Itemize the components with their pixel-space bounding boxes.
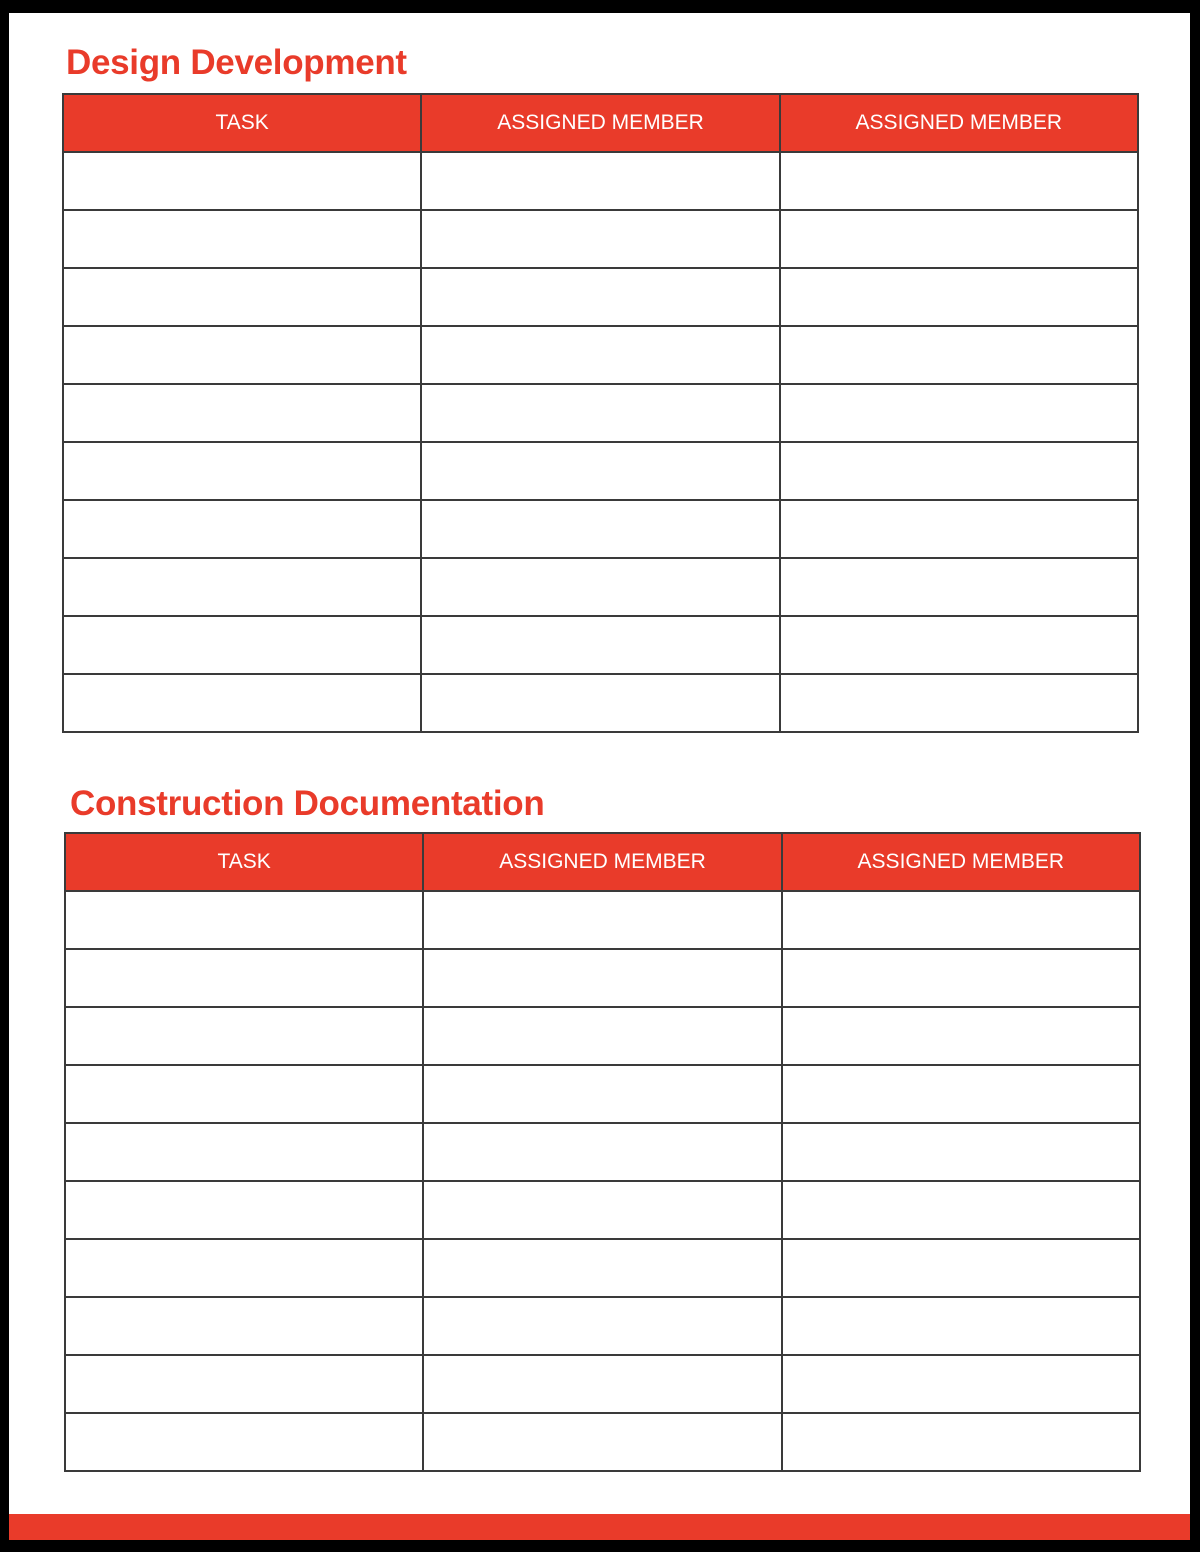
assigned-member-cell[interactable] — [423, 1297, 781, 1355]
section-title-construction-documentation: Construction Documentation — [70, 784, 545, 823]
task-cell[interactable] — [63, 674, 421, 732]
assigned-member-cell[interactable] — [782, 949, 1140, 1007]
assigned-member-cell[interactable] — [421, 384, 779, 442]
table-row — [65, 1355, 1140, 1413]
task-cell[interactable] — [63, 616, 421, 674]
assigned-member-cell[interactable] — [423, 1355, 781, 1413]
table-row — [63, 616, 1138, 674]
assigned-member-cell[interactable] — [782, 1181, 1140, 1239]
table-row — [63, 152, 1138, 210]
table-row — [63, 558, 1138, 616]
column-header-task: TASK — [63, 94, 421, 152]
assigned-member-cell[interactable] — [421, 558, 779, 616]
assigned-member-cell[interactable] — [423, 1123, 781, 1181]
task-cell[interactable] — [63, 558, 421, 616]
assigned-member-cell[interactable] — [782, 1297, 1140, 1355]
table-row — [65, 1007, 1140, 1065]
task-cell[interactable] — [65, 1355, 423, 1413]
assigned-member-cell[interactable] — [782, 1007, 1140, 1065]
assigned-member-cell[interactable] — [780, 442, 1138, 500]
table-row — [65, 1181, 1140, 1239]
table-row — [65, 1413, 1140, 1471]
column-header-assigned-member: ASSIGNED MEMBER — [780, 94, 1138, 152]
table-row — [63, 384, 1138, 442]
table-row — [63, 210, 1138, 268]
assigned-member-cell[interactable] — [782, 1413, 1140, 1471]
task-cell[interactable] — [65, 1413, 423, 1471]
task-cell[interactable] — [63, 384, 421, 442]
assigned-member-cell[interactable] — [423, 891, 781, 949]
task-cell[interactable] — [65, 891, 423, 949]
table-row — [65, 1065, 1140, 1123]
table-header-row — [65, 833, 1140, 891]
table-row — [63, 674, 1138, 732]
assigned-member-cell[interactable] — [421, 210, 779, 268]
table-row — [65, 949, 1140, 1007]
task-cell[interactable] — [65, 1123, 423, 1181]
task-cell[interactable] — [63, 500, 421, 558]
assigned-member-cell[interactable] — [423, 1413, 781, 1471]
assigned-member-cell[interactable] — [421, 268, 779, 326]
assigned-member-cell[interactable] — [780, 152, 1138, 210]
assigned-member-cell[interactable] — [423, 1181, 781, 1239]
assigned-member-cell[interactable] — [780, 210, 1138, 268]
table-row — [63, 442, 1138, 500]
assigned-member-cell[interactable] — [780, 500, 1138, 558]
assigned-member-cell[interactable] — [423, 1065, 781, 1123]
assigned-member-cell[interactable] — [780, 384, 1138, 442]
task-cell[interactable] — [65, 949, 423, 1007]
table-row — [63, 326, 1138, 384]
task-cell[interactable] — [65, 1239, 423, 1297]
assigned-member-cell[interactable] — [423, 949, 781, 1007]
assigned-member-cell[interactable] — [782, 1065, 1140, 1123]
assigned-member-cell[interactable] — [421, 616, 779, 674]
table-row — [65, 1297, 1140, 1355]
assigned-member-cell[interactable] — [780, 268, 1138, 326]
design-development-table — [62, 93, 1139, 733]
task-cell[interactable] — [65, 1181, 423, 1239]
footer-accent-bar — [9, 1514, 1190, 1540]
assigned-member-cell[interactable] — [423, 1007, 781, 1065]
assigned-member-cell[interactable] — [780, 616, 1138, 674]
task-cell[interactable] — [65, 1297, 423, 1355]
assigned-member-cell[interactable] — [780, 674, 1138, 732]
assigned-member-cell[interactable] — [421, 326, 779, 384]
assigned-member-cell[interactable] — [421, 674, 779, 732]
column-header-assigned-member: ASSIGNED MEMBER — [423, 833, 781, 891]
table-row — [63, 500, 1138, 558]
table-header-row — [63, 94, 1138, 152]
assigned-member-cell[interactable] — [780, 558, 1138, 616]
construction-documentation-table — [64, 832, 1141, 1472]
column-header-task: TASK — [65, 833, 423, 891]
assigned-member-cell[interactable] — [782, 891, 1140, 949]
section-title-design-development: Design Development — [66, 43, 407, 82]
task-cell[interactable] — [63, 152, 421, 210]
table-row — [65, 1123, 1140, 1181]
table-row — [65, 891, 1140, 949]
task-cell[interactable] — [63, 268, 421, 326]
assigned-member-cell[interactable] — [421, 442, 779, 500]
assigned-member-cell[interactable] — [782, 1355, 1140, 1413]
task-cell[interactable] — [63, 442, 421, 500]
assigned-member-cell[interactable] — [782, 1239, 1140, 1297]
task-cell[interactable] — [65, 1007, 423, 1065]
task-cell[interactable] — [65, 1065, 423, 1123]
assigned-member-cell[interactable] — [782, 1123, 1140, 1181]
column-header-assigned-member: ASSIGNED MEMBER — [782, 833, 1140, 891]
assigned-member-cell[interactable] — [780, 326, 1138, 384]
assigned-member-cell[interactable] — [423, 1239, 781, 1297]
task-cell[interactable] — [63, 326, 421, 384]
assigned-member-cell[interactable] — [421, 152, 779, 210]
column-header-assigned-member: ASSIGNED MEMBER — [421, 94, 779, 152]
assigned-member-cell[interactable] — [421, 500, 779, 558]
table-row — [63, 268, 1138, 326]
task-cell[interactable] — [63, 210, 421, 268]
table-row — [65, 1239, 1140, 1297]
